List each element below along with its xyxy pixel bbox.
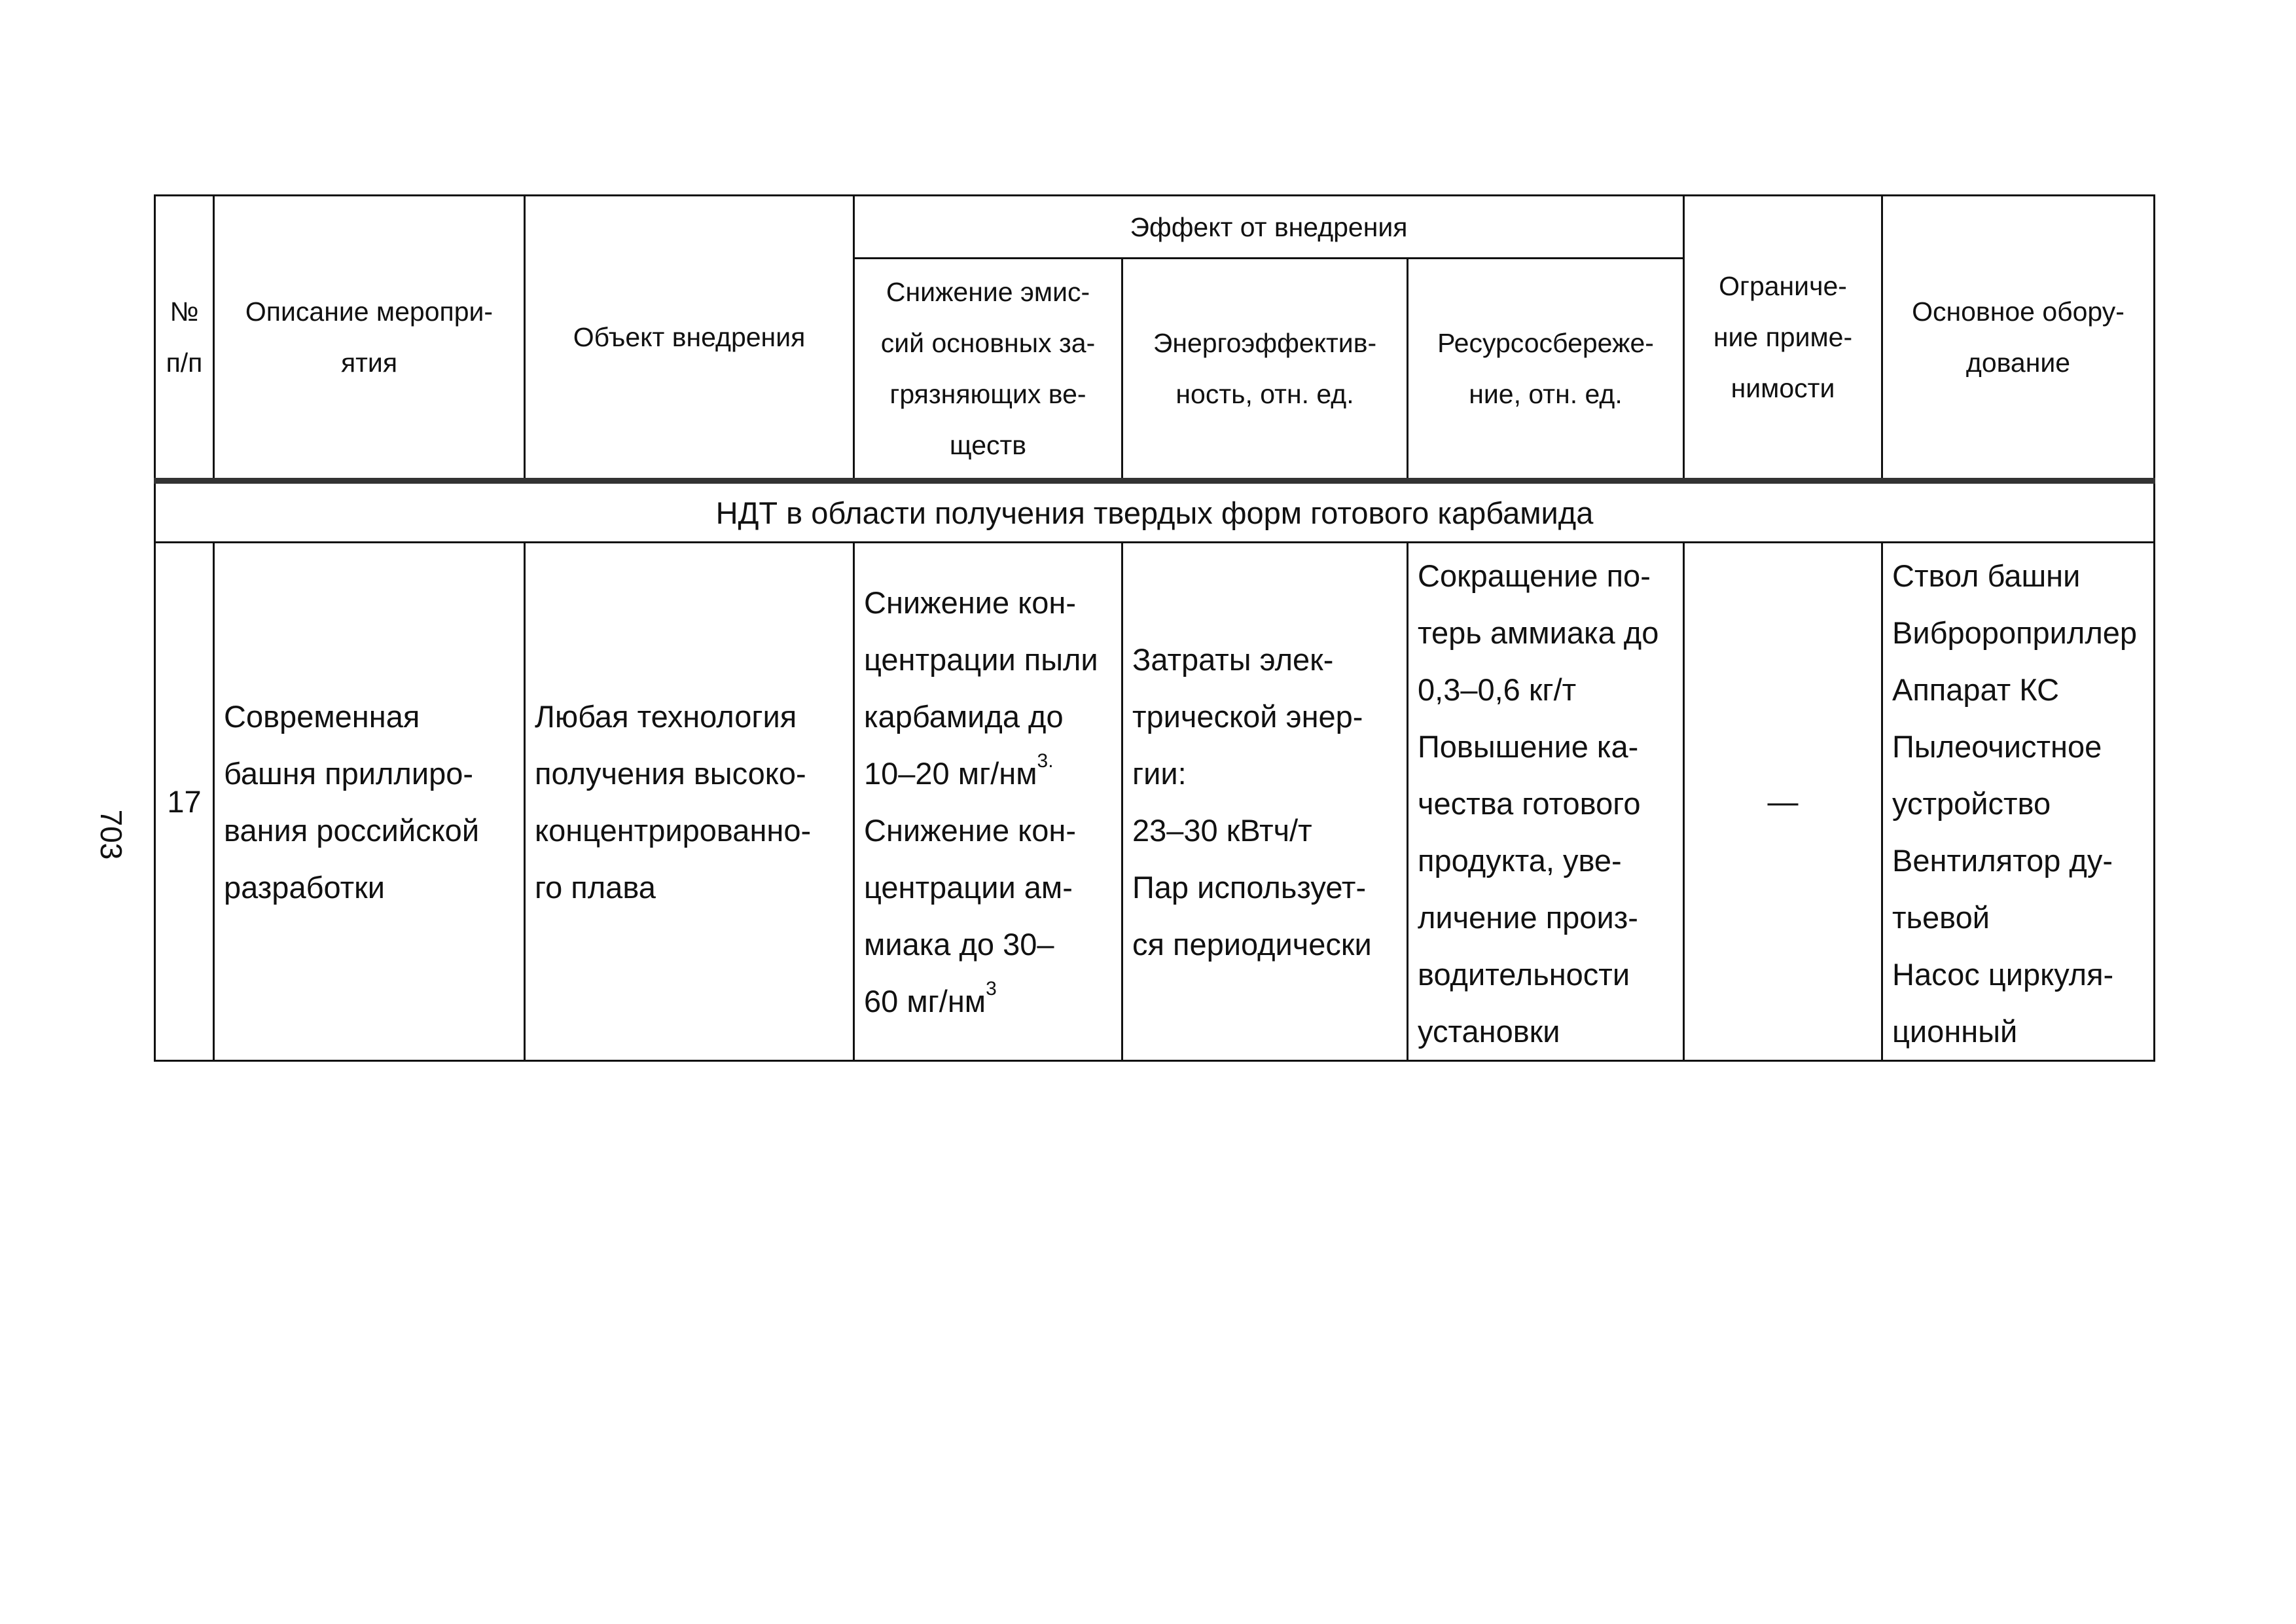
- row-equipment-line: Ствол башни: [1892, 558, 2081, 593]
- row-emissions-line: центрации пыли: [864, 641, 1098, 677]
- row-equipment-line: Насос циркуля-: [1892, 957, 2114, 992]
- row-limits: —: [1684, 543, 1882, 1061]
- row-emissions-line: карбамида до: [864, 698, 1064, 734]
- header-emissions-line: ществ: [949, 430, 1027, 460]
- row-emissions-line: [864, 745, 1115, 802]
- row-resource-line: продукта, уве-: [1418, 843, 1622, 878]
- row-equipment-line: Вибророприллер: [1892, 615, 2138, 650]
- row-resource-line: водительности: [1418, 957, 1630, 992]
- header-emissions-line: Снижение эмис-: [886, 277, 1090, 307]
- row-equipment: [1882, 543, 2155, 1061]
- header-limits-line: Ограниче-: [1719, 271, 1847, 301]
- header-energy-line: Энергоэффектив-: [1153, 328, 1377, 358]
- row-resource-line: Повышение ка-: [1418, 729, 1639, 764]
- row-energy: [1122, 543, 1408, 1061]
- row-energy-line: гии:: [1132, 755, 1187, 791]
- row-resource-line: Сокращение по-: [1418, 558, 1651, 593]
- row-resource-line: установки: [1418, 1014, 1560, 1049]
- row-resource-line: личение произ-: [1418, 900, 1638, 935]
- section-title: НДТ в области получения твердых форм готового карбамида: [155, 481, 2155, 543]
- header-num: [155, 196, 214, 481]
- header-resource-line: ние, отн. ед.: [1469, 379, 1623, 409]
- row-energy-line: трической энер-: [1132, 698, 1363, 734]
- row-object-line: го плава: [535, 869, 656, 905]
- row-emissions: [854, 543, 1122, 1061]
- row-resource-line: чества готового: [1418, 786, 1641, 821]
- header-num-line: №: [170, 297, 199, 327]
- row-num: 17: [155, 543, 214, 1061]
- row-emissions-line: Снижение кон-: [864, 812, 1076, 848]
- header-limits-line: ние приме-: [1713, 322, 1853, 352]
- row-emissions-line: Снижение кон-: [864, 585, 1076, 620]
- header-row-1: [155, 196, 2155, 259]
- row-equipment-line: ционный: [1892, 1014, 2018, 1049]
- header-resource-line: Ресурсосбереже-: [1437, 328, 1654, 358]
- header-energy: [1122, 259, 1408, 481]
- row-object-line: концентрированно-: [535, 812, 812, 848]
- row-energy-line: 23–30 кВтч/т: [1132, 812, 1312, 848]
- table-row: [155, 543, 2155, 1061]
- row-emissions-line: миака до 30–: [864, 926, 1054, 962]
- header-limits: [1684, 196, 1882, 481]
- row-description-line: башня приллиро-: [224, 755, 474, 791]
- row-emissions-value: 60 мг/нм: [864, 983, 986, 1019]
- bat-table: [154, 194, 2155, 1062]
- row-resource-line: терь аммиака до: [1418, 615, 1659, 650]
- row-emissions-line: центрации ам-: [864, 869, 1073, 905]
- row-energy-line: ся периодически: [1132, 926, 1372, 962]
- row-equipment-line: Аппарат КС: [1892, 672, 2060, 707]
- header-effect: Эффект от внедрения: [854, 196, 1684, 259]
- row-object: [525, 543, 854, 1061]
- section-row: [155, 481, 2155, 543]
- header-equipment: [1882, 196, 2155, 481]
- row-resource: [1408, 543, 1684, 1061]
- row-object-line: получения высоко-: [535, 755, 806, 791]
- row-description-line: разработки: [224, 869, 385, 905]
- header-object: Объект внедрения: [525, 196, 854, 481]
- row-emissions-sup: 3.: [1037, 749, 1054, 772]
- header-description-line: Описание меропри-: [245, 297, 493, 327]
- row-description: [214, 543, 525, 1061]
- row-emissions-sup: 3: [986, 977, 997, 1000]
- row-emissions-value: 10–20 мг/нм: [864, 755, 1037, 791]
- row-energy-line: Затраты элек-: [1132, 641, 1334, 677]
- header-emissions-line: сий основных за-: [880, 328, 1096, 358]
- header-equipment-line: дование: [1965, 348, 2071, 378]
- page-number: 703: [94, 809, 128, 860]
- header-description-line: ятия: [340, 348, 398, 378]
- header-description: [214, 196, 525, 481]
- row-equipment-line: устройство: [1892, 786, 2051, 821]
- header-equipment-line: Основное обору-: [1912, 297, 2125, 327]
- row-resource-line: 0,3–0,6 кг/т: [1418, 672, 1577, 707]
- row-description-line: вания российской: [224, 812, 480, 848]
- header-energy-line: ность, отн. ед.: [1175, 379, 1354, 409]
- header-emissions-line: грязняющих ве-: [889, 379, 1086, 409]
- row-equipment-line: Вентилятор ду-: [1892, 843, 2113, 878]
- header-resource: [1408, 259, 1684, 481]
- header-limits-line: нимости: [1731, 373, 1835, 403]
- row-equipment-line: Пылеочистное: [1892, 729, 2102, 764]
- row-energy-line: Пар использует-: [1132, 869, 1367, 905]
- row-description-line: Современная: [224, 698, 420, 734]
- row-emissions-line: [864, 973, 1115, 1030]
- row-equipment-line: тьевой: [1892, 900, 1990, 935]
- header-num-line: п/п: [166, 348, 203, 378]
- row-object-line: Любая технология: [535, 698, 797, 734]
- header-emissions: [854, 259, 1122, 481]
